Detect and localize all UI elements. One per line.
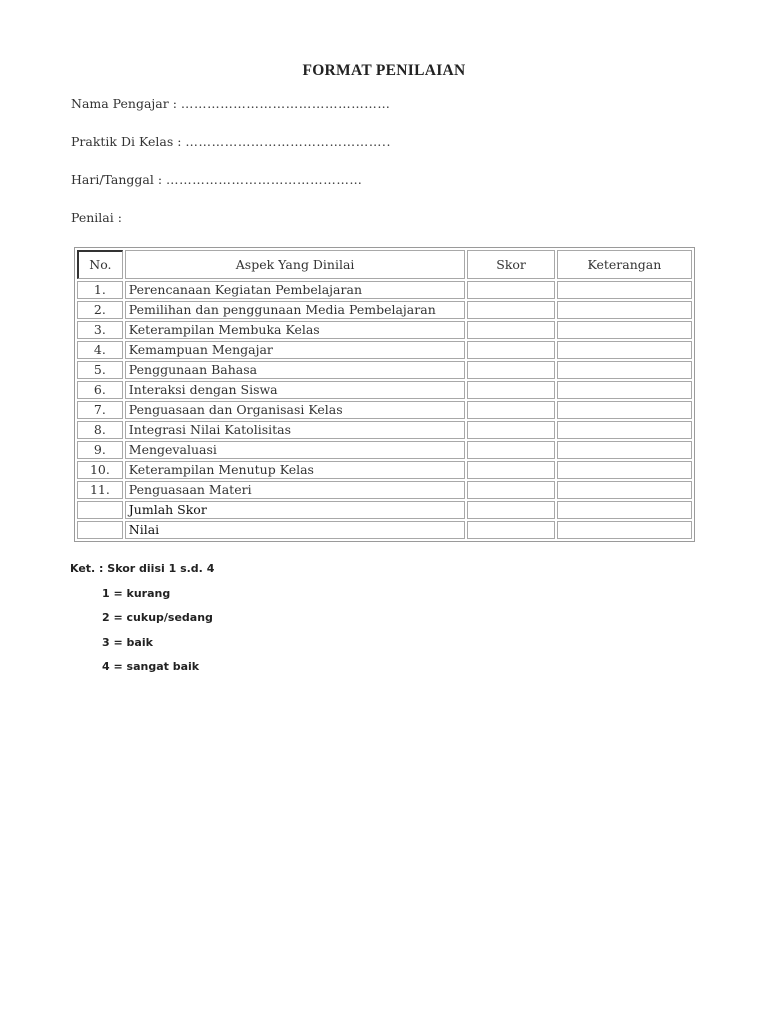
field-praktik-di-kelas — [71, 134, 391, 149]
table-row — [77, 381, 692, 399]
skor-cell[interactable] — [467, 361, 554, 379]
row-number: 1. — [77, 281, 123, 299]
keterangan-cell[interactable] — [557, 321, 692, 339]
row-aspect: Penggunaan Bahasa — [125, 361, 466, 379]
header-aspect: Aspek Yang Dinilai — [125, 250, 466, 279]
table-row — [77, 401, 692, 419]
header-keterangan: Keterangan — [557, 250, 692, 279]
row-aspect: Interaksi dengan Siswa — [125, 381, 466, 399]
table-row — [77, 361, 692, 379]
skor-cell[interactable] — [467, 441, 554, 459]
keterangan-cell[interactable] — [557, 301, 692, 319]
table-row — [77, 441, 692, 459]
table-row — [77, 481, 692, 499]
table-header-row — [77, 250, 692, 279]
skor-cell[interactable] — [467, 301, 554, 319]
row-aspect: Penguasaan Materi — [125, 481, 466, 499]
table-row — [77, 421, 692, 439]
row-number: 3. — [77, 321, 123, 339]
skor-cell[interactable] — [467, 401, 554, 419]
keterangan-cell[interactable] — [557, 361, 692, 379]
skor-cell[interactable] — [467, 281, 554, 299]
page-title: FORMAT PENILAIAN — [302, 62, 466, 79]
keterangan-cell[interactable] — [557, 441, 692, 459]
field-label: Nama Pengajar : — [71, 96, 177, 111]
header-no: No. — [77, 250, 123, 279]
row-aspect: Kemampuan Mengajar — [125, 341, 466, 359]
skor-cell[interactable] — [467, 321, 554, 339]
row-aspect: Integrasi Nilai Katolisitas — [125, 421, 466, 439]
field-label: Praktik Di Kelas : — [71, 134, 182, 149]
keterangan-cell[interactable] — [557, 501, 692, 519]
table-row — [77, 341, 692, 359]
field-hari-tanggal — [71, 172, 363, 187]
fill-in-dots: ……………………………………….. — [185, 134, 392, 149]
row-number: 7. — [77, 401, 123, 419]
skor-cell[interactable] — [467, 341, 554, 359]
row-number: 6. — [77, 381, 123, 399]
assessment-table — [74, 247, 695, 542]
note-item: 3 = baik — [102, 635, 153, 649]
row-number: 8. — [77, 421, 123, 439]
row-number: 10. — [77, 461, 123, 479]
keterangan-cell[interactable] — [557, 341, 692, 359]
row-aspect: Keterampilan Menutup Kelas — [125, 461, 466, 479]
field-label: Penilai : — [71, 210, 122, 225]
skor-cell[interactable] — [467, 521, 554, 539]
skor-cell[interactable] — [467, 381, 554, 399]
keterangan-cell[interactable] — [557, 381, 692, 399]
keterangan-cell[interactable] — [557, 461, 692, 479]
row-number-empty — [77, 521, 123, 539]
summary-row — [77, 501, 692, 519]
row-aspect: Pemilihan dan penggunaan Media Pembelajaran — [125, 301, 466, 319]
row-number: 4. — [77, 341, 123, 359]
table-row — [77, 301, 692, 319]
summary-label: Nilai — [125, 521, 466, 539]
fill-in-dots: ……………………………………… — [166, 172, 363, 187]
row-number: 2. — [77, 301, 123, 319]
skor-cell[interactable] — [467, 501, 554, 519]
fill-in-dots: ………………………………………… — [180, 96, 391, 111]
keterangan-cell[interactable] — [557, 281, 692, 299]
row-number-empty — [77, 501, 123, 519]
field-penilai — [71, 210, 122, 225]
keterangan-cell[interactable] — [557, 481, 692, 499]
row-aspect: Keterampilan Membuka Kelas — [125, 321, 466, 339]
keterangan-cell[interactable] — [557, 521, 692, 539]
row-aspect: Perencanaan Kegiatan Pembelajaran — [125, 281, 466, 299]
row-aspect: Penguasaan dan Organisasi Kelas — [125, 401, 466, 419]
field-nama-pengajar — [71, 96, 391, 111]
summary-label: Jumlah Skor — [125, 501, 466, 519]
table-row — [77, 461, 692, 479]
table-row — [77, 321, 692, 339]
score-notes — [70, 562, 214, 685]
table-row — [77, 281, 692, 299]
skor-cell[interactable] — [467, 461, 554, 479]
row-aspect: Mengevaluasi — [125, 441, 466, 459]
notes-heading: Ket. : Skor diisi 1 s.d. 4 — [70, 562, 215, 575]
summary-row — [77, 521, 692, 539]
row-number: 9. — [77, 441, 123, 459]
note-item: 4 = sangat baik — [102, 660, 200, 673]
header-skor: Skor — [467, 250, 554, 279]
note-item: 1 = kurang — [102, 586, 171, 600]
row-number: 5. — [77, 361, 123, 379]
skor-cell[interactable] — [467, 481, 554, 499]
note-item: 2 = cukup/sedang — [102, 611, 213, 624]
keterangan-cell[interactable] — [557, 421, 692, 439]
field-label: Hari/Tanggal : — [71, 172, 163, 187]
keterangan-cell[interactable] — [557, 401, 692, 419]
skor-cell[interactable] — [467, 421, 554, 439]
row-number: 11. — [77, 481, 123, 499]
